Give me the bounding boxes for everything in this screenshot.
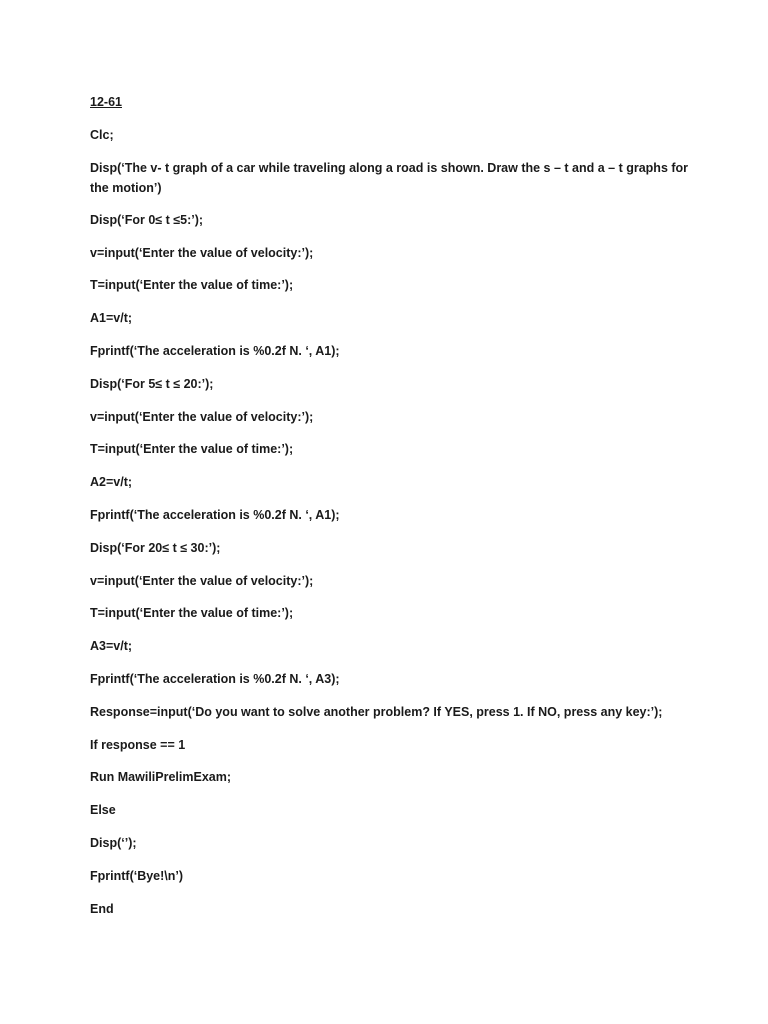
code-line: A1=v/t; [90,311,133,326]
code-line: Response=input(‘Do you want to solve another problem? If YES, press 1. If NO, press any key:’); [90,704,663,719]
code-line: Else [90,803,116,818]
code-line: Fprintf(‘The acceleration is %0.2f N. ‘, A1); [90,507,340,522]
code-line: A2=v/t; [90,475,133,490]
code-line: Fprintf(‘The acceleration is %0.2f N. ‘, A3); [90,671,340,686]
code-line: Disp(‘For 5≤ t ≤ 20:’); [90,376,214,391]
code-line: Fprintf(‘Bye!\n’) [90,868,184,883]
code-line: Disp(‘’); [90,835,137,850]
code-line: T=input(‘Enter the value of time:’); [90,606,294,621]
code-line: v=input(‘Enter the value of velocity:’); [90,409,314,424]
code-line: v=input(‘Enter the value of velocity:’); [90,245,314,260]
code-line: End [90,901,114,916]
code-line: If response == 1 [90,737,186,752]
code-listing [90,127,690,933]
code-line: A3=v/t; [90,639,133,654]
code-line: T=input(‘Enter the value of time:’); [90,442,294,457]
problem-number-heading: 12-61 [90,95,122,109]
code-line: Disp(‘For 20≤ t ≤ 30:’); [90,540,221,555]
code-line: v=input(‘Enter the value of velocity:’); [90,573,314,588]
code-line: Clc; [90,128,114,142]
code-line: Run MawiliPrelimExam; [90,770,232,785]
code-line: T=input(‘Enter the value of time:’); [90,278,294,293]
code-line: Fprintf(‘The acceleration is %0.2f N. ‘, A1); [90,343,340,358]
code-line: Disp(‘For 0≤ t ≤5:’); [90,212,204,227]
code-line: Disp(‘The v- t graph of a car while traveling along a road is shown. Draw the s – t and a – t graphs for the motion’) [90,160,689,196]
